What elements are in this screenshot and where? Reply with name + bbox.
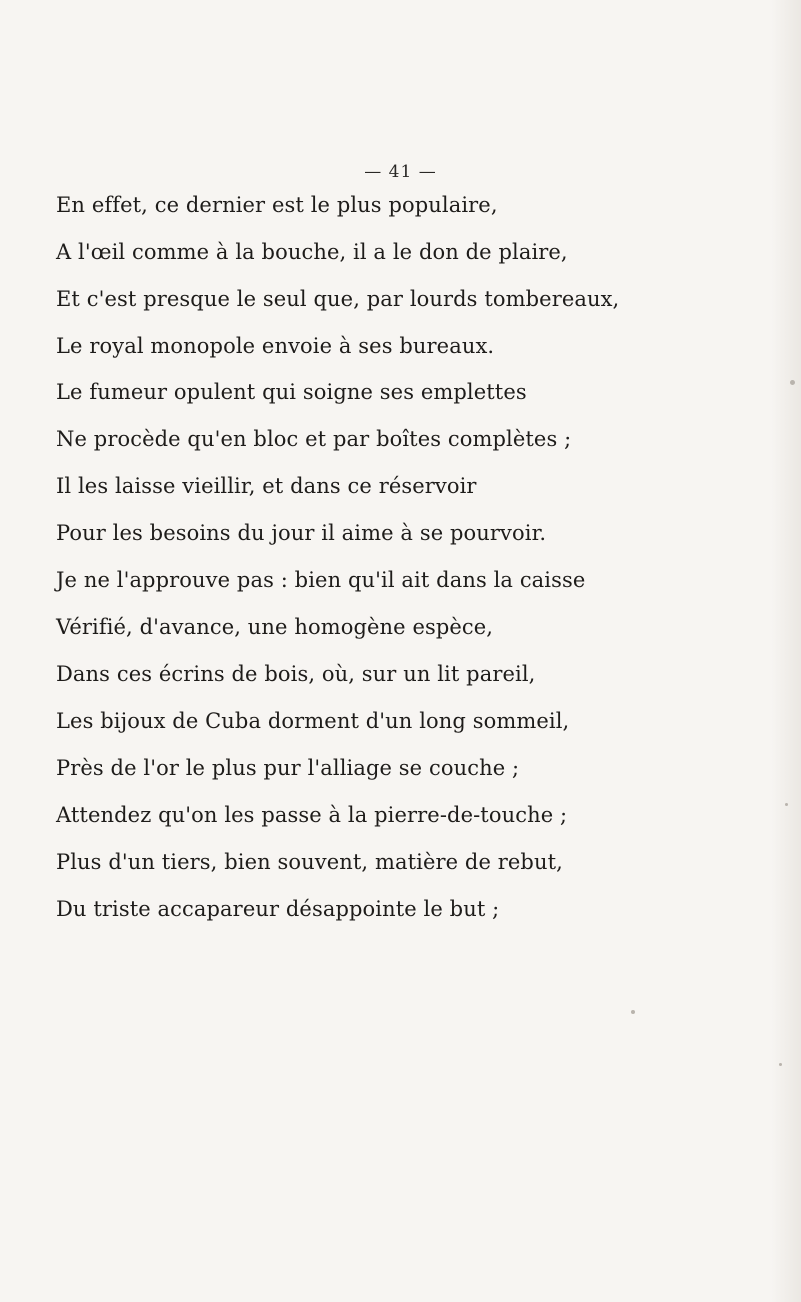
paper-speck [631,1010,635,1014]
verse-line: Le fumeur opulent qui soigne ses emplettes [56,380,527,404]
verse-line: Vérifié, d'avance, une homogène espèce, [56,615,494,639]
paper-speck [779,1063,782,1066]
verse-line: Les bijoux de Cuba dorment d'un long sommeil, [56,709,570,733]
stanza-2 [56,369,796,933]
verse-line: Pour les besoins du jour il aime à se pourvoir. [56,521,547,545]
verse-line: Dans ces écrins de bois, où, sur un lit pareil, [56,662,536,686]
verse-line: Du triste accapareur désappointe le but ; [56,897,500,921]
verse-line: Il les laisse vieillir, et dans ce réservoir [56,474,477,498]
verse-line: Le royal monopole envoie à ses bureaux. [56,334,495,358]
paper-speck [790,380,795,385]
verse-line: Attendez qu'on les passe à la pierre-de-touche ; [56,803,568,827]
verse-line: Près de l'or le plus pur l'alliage se couche ; [56,756,520,780]
stanza-1 [56,182,796,370]
paper-speck [785,803,788,806]
verse-line: Ne procède qu'en bloc et par boîtes complètes ; [56,427,572,451]
verse-line: Je ne l'approuve pas : bien qu'il ait dans la caisse [56,568,586,592]
verse-line: En effet, ce dernier est le plus populaire, [56,193,498,217]
verse-line: Et c'est presque le seul que, par lourds tombereaux, [56,287,620,311]
page-number: — 41 — [364,162,437,182]
verse-line: Plus d'un tiers, bien souvent, matière de rebut, [56,850,563,874]
verse-line: A l'œil comme à la bouche, il a le don de plaire, [56,240,568,264]
